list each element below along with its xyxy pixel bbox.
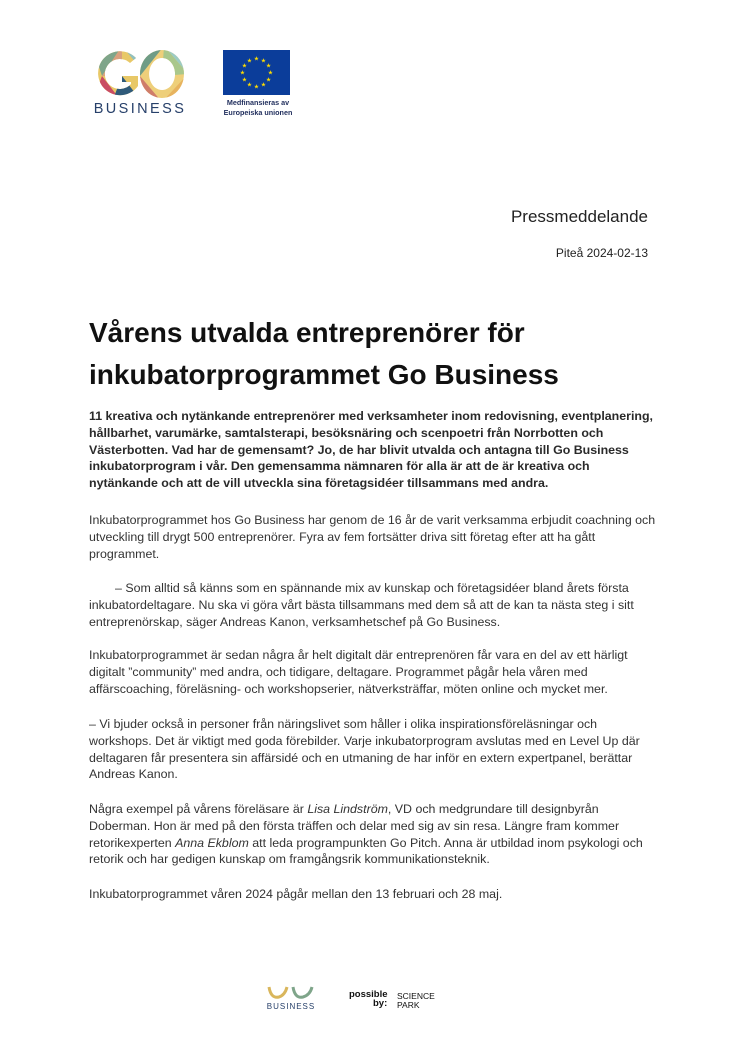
quote-paragraph-1-text: – Som alltid så känns som en spännande mix av kunskap och företagsidéer bland årets första inkubatordeltagare. Nu ska vi göra vårt bästa tillsammans med dem så att de kan ta nästa steg i sitt entreprenörskap, säger Andreas Kanon, verksamhetschef på Go Business.	[89, 581, 634, 629]
eu-stars	[223, 50, 290, 95]
svg-text:★: ★	[241, 62, 248, 70]
speakers-text-a: Några exempel på vårens föreläsare är	[89, 802, 308, 816]
park-text: PARK	[397, 1000, 420, 1010]
go-logo-mark	[92, 46, 188, 102]
go-business-subtitle: BUSINESS	[93, 101, 187, 117]
eu-caption-line2: Europeiska unionen	[223, 108, 293, 117]
footer-possible-by-logo	[349, 990, 388, 1008]
eu-caption-line1: Medfinansieras av	[226, 98, 290, 107]
svg-text:★: ★	[246, 81, 253, 89]
svg-text:★: ★	[260, 81, 267, 89]
page-title: Vårens utvalda entreprenörer för inkubatorprogrammet Go Business	[89, 317, 559, 390]
svg-text:★: ★	[267, 69, 274, 77]
svg-text:★: ★	[253, 55, 260, 63]
schedule-paragraph: Inkubatorprogrammet våren 2024 pågår mellan den 13 februari och 28 maj.	[89, 887, 503, 901]
body-paragraph-1: Inkubatorprogrammet hos Go Business har genom de 16 år de varit verksamma erbjudit coachning och utveckling till drygt 500 entreprenörer. Fyra av fem fortsätter driva sitt företag efter att ha gått programmet.	[89, 513, 656, 561]
lead-paragraph: 11 kreativa och nytänkande entreprenörer med verksamheter inom redovisning, eventplanering, hållbarhet, varumärke, samtalsterapi, besöksnäring och scenpoetri från Norrbotten och Västerbotten. Vad har de gemensamt? Jo, de har blivit utvalda och antagna till Go Business inkubatorprogram i vår. Den gemensamma nämnaren för alla är att de är kreativa och nytänkande och att de vill utveckla sina företagsidéer tillsammans med andra.	[89, 409, 653, 491]
svg-text:★: ★	[241, 76, 248, 84]
speaker-name-2: Anna Ekblom	[175, 835, 249, 850]
press-release-date: Piteå 2024-02-13	[555, 246, 648, 260]
svg-text:★: ★	[260, 57, 267, 65]
svg-text:★: ★	[265, 62, 272, 70]
science-text: SCIENCE	[397, 991, 435, 1001]
svg-text:★: ★	[246, 57, 253, 65]
svg-text:★: ★	[253, 83, 260, 91]
speakers-text-c: att leda programpunkten Go Pitch. Anna är utbildad inom psykologi och retorik och har gedigen kunskap om framgångsrik kommunikationsteknik.	[89, 835, 643, 867]
press-release-label: Pressmeddelande	[510, 207, 648, 226]
eu-flag-icon	[223, 50, 290, 95]
quote-paragraph-2: – Vi bjuder också in personer från näringslivet som håller i olika inspirationsföreläsningar och workshops. Det är viktigt med goda förebilder. Varje inkubatorprogram avslutas med en Level Up där deltagaren får presentera sin affärsidé och en utmaning de har inför en extern expertpanel, berättar Andreas Kanon.	[89, 717, 640, 782]
footer-go-mark	[265, 985, 317, 1001]
eu-funding-caption	[212, 98, 304, 118]
by-text: by:	[373, 998, 388, 1009]
svg-text:★: ★	[239, 69, 246, 77]
speakers-paragraph	[89, 801, 659, 868]
footer-science-park-logo	[397, 992, 435, 1010]
speakers-text-b: , VD och medgrundare till designbyrån Doberman. Hon är med på den första träffen och delar med sig av sin resa. Längre fram kommer retorikexperten	[89, 802, 620, 850]
quote-paragraph-1	[89, 580, 659, 630]
svg-text:★: ★	[265, 76, 272, 84]
body-paragraph-2: Inkubatorprogrammet är sedan några år helt digitalt där entreprenören får vara en del av ett härligt digitalt ”community” med andra, och tidigare, deltagare. Programmet pågår hela våren med affärscoaching, föreläsning- och workshopserier, nätverksträffar, möten online och mycket mer.	[89, 648, 628, 696]
footer-go-business-text: BUSINESS	[266, 1002, 316, 1011]
possible-text: possible	[349, 989, 388, 1000]
speaker-name-1: Lisa Lindström	[307, 802, 388, 816]
